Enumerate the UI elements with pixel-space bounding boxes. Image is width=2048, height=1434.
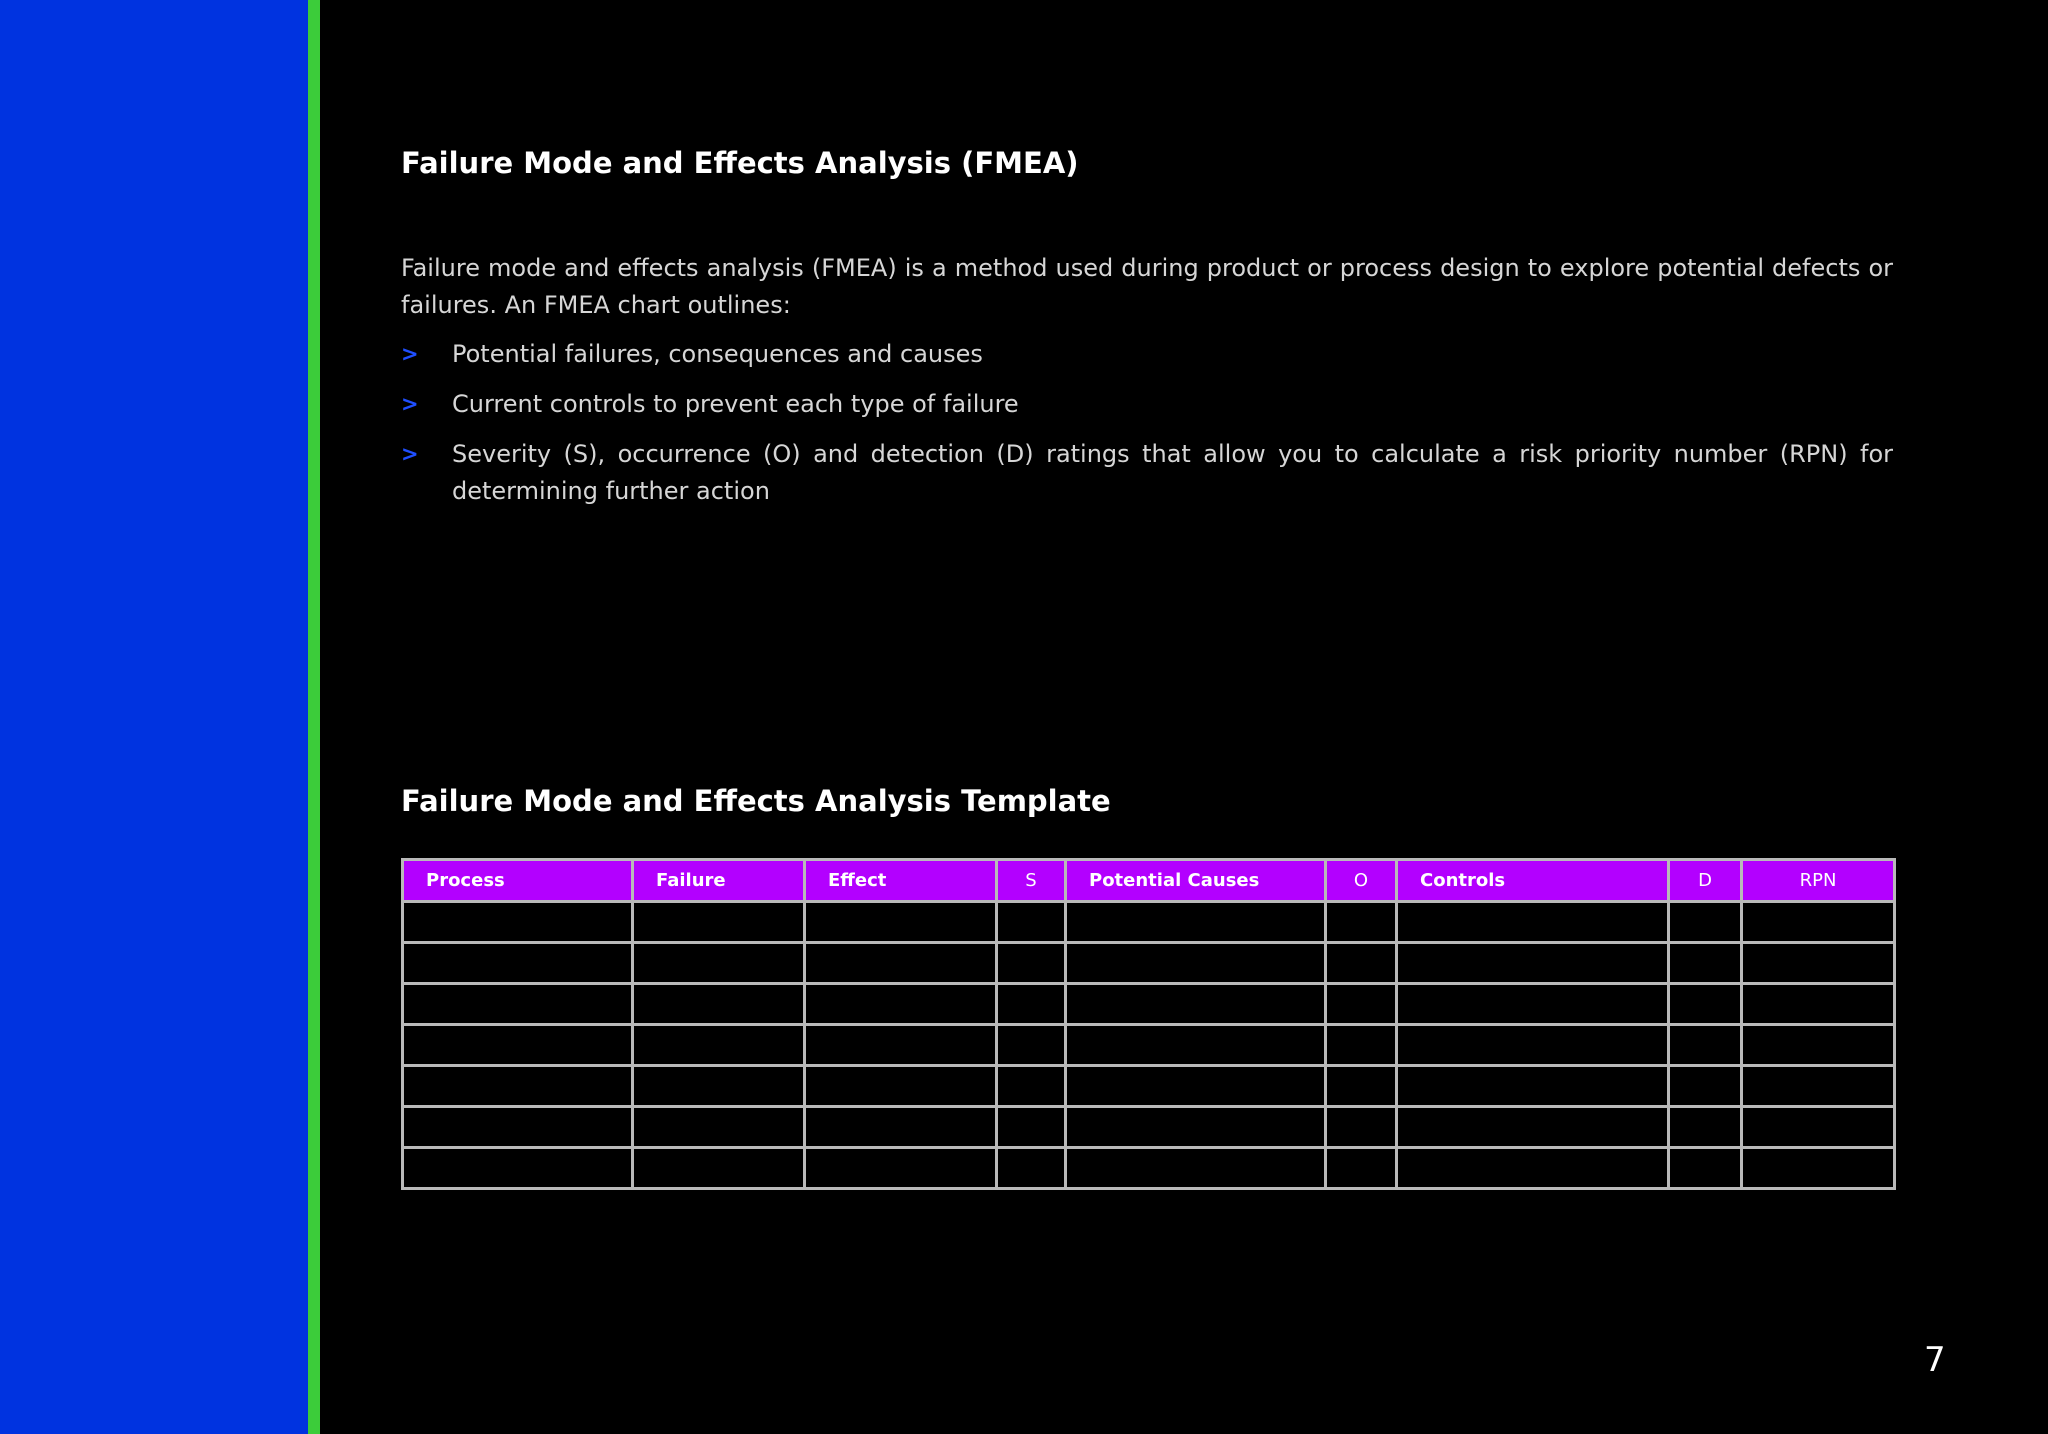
list-item bbox=[401, 336, 1893, 373]
table-cell[interactable] bbox=[1397, 1107, 1669, 1148]
side-accent-stripe bbox=[308, 0, 320, 1434]
table-cell[interactable] bbox=[1742, 984, 1895, 1025]
table-row bbox=[403, 1107, 1895, 1148]
table-cell[interactable] bbox=[1066, 1148, 1326, 1189]
fmea-table bbox=[401, 858, 1896, 1190]
table-cell[interactable] bbox=[633, 943, 805, 984]
list-item bbox=[401, 436, 1893, 510]
table-cell[interactable] bbox=[1066, 1066, 1326, 1107]
table-cell[interactable] bbox=[403, 943, 633, 984]
table-cell[interactable] bbox=[633, 1025, 805, 1066]
column-header-occurrence: O bbox=[1326, 860, 1397, 902]
side-panel bbox=[0, 0, 308, 1434]
bullet-text: Potential failures, consequences and causes bbox=[452, 340, 983, 368]
table-cell[interactable] bbox=[1742, 902, 1895, 943]
template-heading: Failure Mode and Effects Analysis Template bbox=[401, 784, 1111, 818]
table-cell[interactable] bbox=[1326, 1066, 1397, 1107]
table-row bbox=[403, 1066, 1895, 1107]
table-row bbox=[403, 1025, 1895, 1066]
intro-paragraph: Failure mode and effects analysis (FMEA) is a method used during product or process design to explore potential defects or failures. An FMEA chart outlines: bbox=[401, 254, 1893, 319]
bullet-text: Current controls to prevent each type of failure bbox=[452, 390, 1019, 418]
table-cell[interactable] bbox=[1669, 984, 1742, 1025]
table-cell[interactable] bbox=[633, 984, 805, 1025]
table-cell[interactable] bbox=[1326, 1107, 1397, 1148]
table-cell[interactable] bbox=[997, 1148, 1066, 1189]
table-cell[interactable] bbox=[1397, 943, 1669, 984]
page-number: 7 bbox=[1924, 1340, 1946, 1380]
table-cell[interactable] bbox=[805, 902, 997, 943]
table-cell[interactable] bbox=[1742, 1025, 1895, 1066]
table-cell[interactable] bbox=[997, 984, 1066, 1025]
table-cell[interactable] bbox=[1397, 984, 1669, 1025]
table-cell[interactable] bbox=[805, 1066, 997, 1107]
column-header-detection: D bbox=[1669, 860, 1742, 902]
table-cell[interactable] bbox=[403, 902, 633, 943]
chevron-right-icon: > bbox=[401, 392, 419, 416]
column-header-process: Process bbox=[403, 860, 633, 902]
table-cell[interactable] bbox=[1742, 943, 1895, 984]
table-cell[interactable] bbox=[633, 1107, 805, 1148]
table-cell[interactable] bbox=[1066, 1025, 1326, 1066]
table-cell[interactable] bbox=[1742, 1148, 1895, 1189]
table-cell[interactable] bbox=[1066, 984, 1326, 1025]
table-cell[interactable] bbox=[403, 984, 633, 1025]
table-cell[interactable] bbox=[1326, 984, 1397, 1025]
table-cell[interactable] bbox=[805, 943, 997, 984]
table-header-row bbox=[403, 860, 1895, 902]
table-cell[interactable] bbox=[1669, 1066, 1742, 1107]
table-row bbox=[403, 1148, 1895, 1189]
table-cell[interactable] bbox=[1669, 1107, 1742, 1148]
table-cell[interactable] bbox=[1066, 902, 1326, 943]
table-cell[interactable] bbox=[805, 984, 997, 1025]
table-cell[interactable] bbox=[633, 902, 805, 943]
table-cell[interactable] bbox=[1669, 1148, 1742, 1189]
bullet-text: Severity (S), occurrence (O) and detection (D) ratings that allow you to calculate a risk priority number (RPN) for determining further action bbox=[452, 440, 1893, 505]
bullet-list bbox=[401, 336, 1893, 523]
chevron-right-icon: > bbox=[401, 442, 419, 466]
table-cell[interactable] bbox=[1742, 1066, 1895, 1107]
table-row bbox=[403, 902, 1895, 943]
chevron-right-icon: > bbox=[401, 342, 419, 366]
table-row bbox=[403, 943, 1895, 984]
table-cell[interactable] bbox=[1397, 1066, 1669, 1107]
column-header-severity: S bbox=[997, 860, 1066, 902]
table-cell[interactable] bbox=[1326, 1148, 1397, 1189]
table-cell[interactable] bbox=[1669, 902, 1742, 943]
table-cell[interactable] bbox=[403, 1107, 633, 1148]
table-cell[interactable] bbox=[1397, 1148, 1669, 1189]
table-cell[interactable] bbox=[1397, 902, 1669, 943]
table-cell[interactable] bbox=[1397, 1025, 1669, 1066]
table-cell[interactable] bbox=[1066, 943, 1326, 984]
table-cell[interactable] bbox=[403, 1148, 633, 1189]
table-cell[interactable] bbox=[403, 1066, 633, 1107]
table-cell[interactable] bbox=[1669, 943, 1742, 984]
table-cell[interactable] bbox=[997, 1107, 1066, 1148]
page-title: Failure Mode and Effects Analysis (FMEA) bbox=[401, 146, 1079, 180]
column-header-effect: Effect bbox=[805, 860, 997, 902]
table-cell[interactable] bbox=[997, 1025, 1066, 1066]
table-cell[interactable] bbox=[1066, 1107, 1326, 1148]
column-header-controls: Controls bbox=[1397, 860, 1669, 902]
table-row bbox=[403, 984, 1895, 1025]
table-cell[interactable] bbox=[403, 1025, 633, 1066]
column-header-potential-causes: Potential Causes bbox=[1066, 860, 1326, 902]
table-cell[interactable] bbox=[997, 943, 1066, 984]
table-cell[interactable] bbox=[1326, 902, 1397, 943]
table-cell[interactable] bbox=[1326, 943, 1397, 984]
table-cell[interactable] bbox=[1326, 1025, 1397, 1066]
column-header-failure: Failure bbox=[633, 860, 805, 902]
table-cell[interactable] bbox=[805, 1107, 997, 1148]
table-cell[interactable] bbox=[997, 902, 1066, 943]
table-cell[interactable] bbox=[633, 1066, 805, 1107]
table-cell[interactable] bbox=[1669, 1025, 1742, 1066]
table-cell[interactable] bbox=[633, 1148, 805, 1189]
list-item bbox=[401, 386, 1893, 423]
table-cell[interactable] bbox=[805, 1025, 997, 1066]
table-cell[interactable] bbox=[1742, 1107, 1895, 1148]
column-header-rpn: RPN bbox=[1742, 860, 1895, 902]
table-cell[interactable] bbox=[805, 1148, 997, 1189]
table-cell[interactable] bbox=[997, 1066, 1066, 1107]
